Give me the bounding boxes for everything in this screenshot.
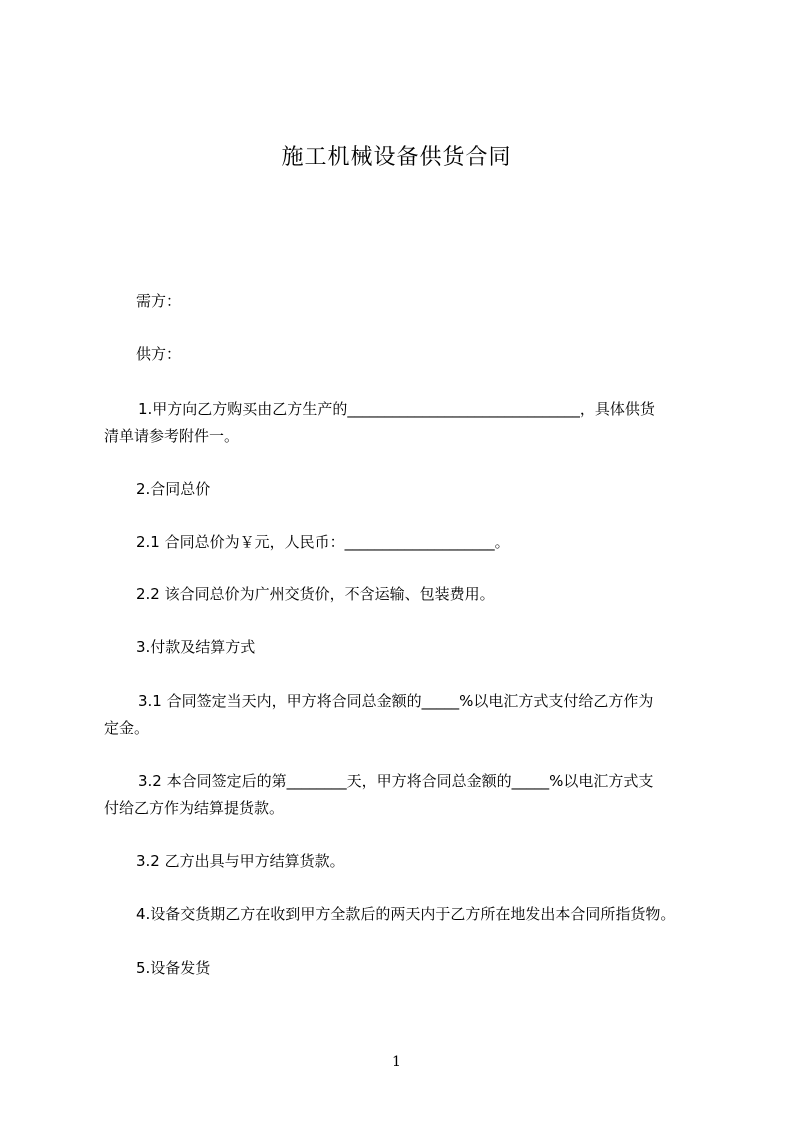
clause-3-2-line-2: 付给乙方作为结算提货款。 [104, 799, 285, 817]
supply-party-label: 供方： [136, 345, 182, 363]
clause-2-1: 2.1 合同总价为￥元，人民币：____________________。 [136, 533, 510, 551]
clause-3-heading: 3.付款及结算方式 [136, 638, 256, 656]
clause-1-line-2: 清单请参考附件一。 [104, 427, 240, 445]
contract-title: 施工机械设备供货合同 [281, 145, 512, 170]
clause-3-1-line-1: 3.1 合同签定当天内，甲方将合同总金额的_____%以电汇方式支付给乙方作为 [138, 692, 654, 710]
clause-1-line-1: 1.甲方向乙方购买由乙方生产的_______________________________，具体供货 [138, 400, 655, 418]
clause-3-2-line-1: 3.2 本合同签定后的第________天，甲方将合同总金额的_____%以电汇方式支 [138, 772, 654, 790]
clause-5-heading: 5.设备发货 [136, 959, 211, 977]
page-number: 1 [392, 1054, 401, 1070]
clause-2-heading: 2.合同总价 [136, 480, 211, 498]
clause-4: 4.设备交货期乙方在收到甲方全款后的两天内于乙方所在地发出本合同所指货物。 [136, 905, 676, 923]
clause-3-1-line-2: 定金。 [104, 719, 150, 737]
demand-party-label: 需方： [136, 292, 182, 310]
clause-2-2: 2.2 该合同总价为广州交货价，不含运输、包装费用。 [136, 585, 495, 603]
clause-3-2b: 3.2 乙方出具与甲方结算货款。 [136, 852, 345, 870]
